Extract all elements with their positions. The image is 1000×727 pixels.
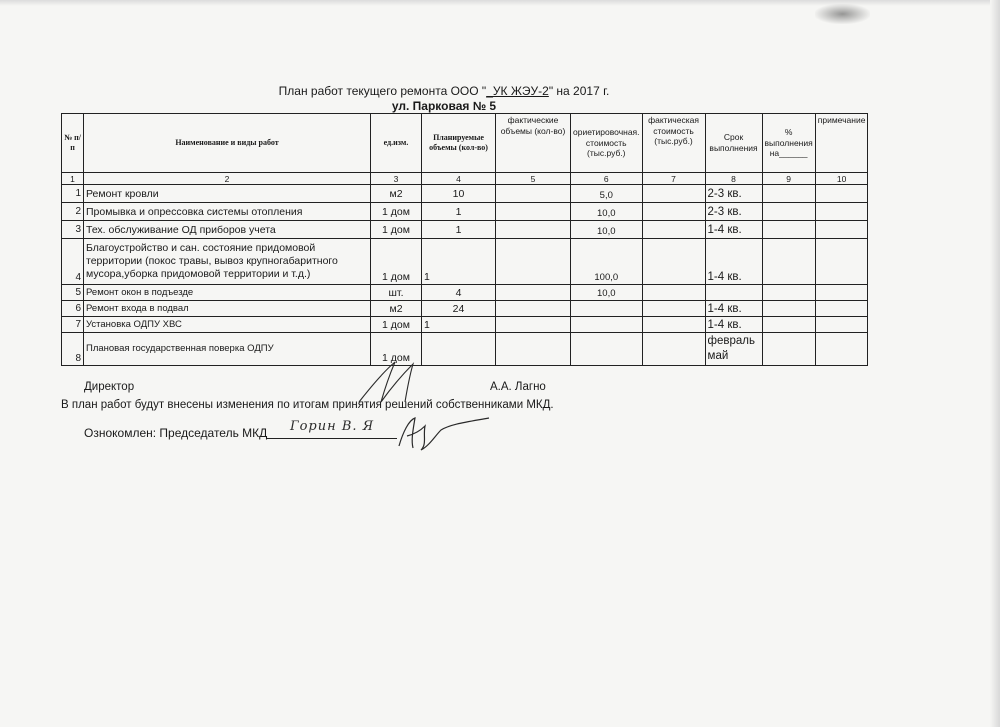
header-percent: % выполнения на______ bbox=[762, 114, 815, 173]
row-actual-cost bbox=[642, 317, 705, 333]
title-suffix: " на 2017 г. bbox=[548, 84, 610, 98]
header-actual-volume: фактические объемы (кол-во) bbox=[496, 114, 571, 173]
row-unit: 1 дом bbox=[371, 317, 422, 333]
header-actual-cost: фактическая стоимость (тыс.руб.) bbox=[642, 114, 705, 173]
row-percent bbox=[762, 185, 815, 203]
col-number: 10 bbox=[815, 173, 868, 185]
row-unit: м2 bbox=[371, 301, 422, 317]
row-percent bbox=[762, 285, 815, 301]
row-est-cost bbox=[571, 301, 643, 317]
row-planned: 1 bbox=[422, 221, 496, 239]
row-note bbox=[815, 301, 868, 317]
handwritten-name: Горин В. Я bbox=[290, 419, 375, 434]
col-number: 9 bbox=[762, 173, 815, 185]
work-plan-table bbox=[61, 113, 868, 366]
row-name: Плановая государственная поверка ОДПУ bbox=[84, 333, 371, 366]
row-note bbox=[815, 185, 868, 203]
row-name: Ремонт входа в подвал bbox=[84, 301, 371, 317]
header-deadline: Срок выполнения bbox=[705, 114, 762, 173]
table-header-row bbox=[62, 114, 868, 173]
table-row bbox=[62, 333, 868, 366]
row-note bbox=[815, 333, 868, 366]
row-unit: 1 дом bbox=[371, 221, 422, 239]
director-signature-icon bbox=[355, 358, 445, 408]
change-notice: В план работ будут внесены изменения по итогам принятия решений собственниками МКД. bbox=[61, 399, 554, 411]
row-actual-cost bbox=[642, 285, 705, 301]
row-percent bbox=[762, 239, 815, 285]
director-name: А.А. Лагно bbox=[490, 381, 546, 393]
row-unit: 1 дом bbox=[371, 203, 422, 221]
row-deadline: 1-4 кв. bbox=[705, 239, 762, 285]
header-note: примечание bbox=[815, 114, 868, 173]
director-label: Директор bbox=[84, 381, 135, 393]
row-actual-volume bbox=[496, 285, 571, 301]
scan-smudge bbox=[815, 4, 870, 24]
row-actual-cost bbox=[642, 301, 705, 317]
row-est-cost: 10,0 bbox=[571, 203, 643, 221]
table-row bbox=[62, 317, 868, 333]
header-unit: ед.изм. bbox=[371, 114, 422, 173]
row-num: 4 bbox=[62, 239, 84, 285]
table-row bbox=[62, 239, 868, 285]
row-planned: 10 bbox=[422, 185, 496, 203]
row-est-cost: 10,0 bbox=[571, 285, 643, 301]
col-number: 4 bbox=[422, 173, 496, 185]
row-name: Тех. обслуживание ОД приборов учета bbox=[84, 221, 371, 239]
row-actual-cost bbox=[642, 221, 705, 239]
acknowledgement-label: Ознокомлен: Председатель МКД bbox=[84, 426, 268, 440]
col-number: 1 bbox=[62, 173, 84, 185]
row-deadline bbox=[705, 285, 762, 301]
column-number-row bbox=[62, 173, 868, 185]
row-deadline: февраль май bbox=[705, 333, 762, 366]
row-note bbox=[815, 221, 868, 239]
row-num: 1 bbox=[62, 185, 84, 203]
row-deadline: 1-4 кв. bbox=[705, 301, 762, 317]
row-planned: 1 bbox=[422, 203, 496, 221]
row-est-cost bbox=[571, 317, 643, 333]
header-planned: Планируемые объемы (кол-во) bbox=[422, 114, 496, 173]
row-actual-cost bbox=[642, 239, 705, 285]
row-percent bbox=[762, 333, 815, 366]
chairman-signature-icon bbox=[393, 412, 493, 454]
table-row bbox=[62, 301, 868, 317]
document-title bbox=[0, 84, 894, 98]
row-percent bbox=[762, 317, 815, 333]
acknowledgement-line bbox=[267, 438, 397, 439]
row-actual-cost bbox=[642, 203, 705, 221]
table-row bbox=[62, 221, 868, 239]
row-est-cost: 100,0 bbox=[571, 239, 643, 285]
row-actual-volume bbox=[496, 333, 571, 366]
title-prefix: План работ текущего ремонта ООО " bbox=[278, 84, 487, 98]
row-note bbox=[815, 317, 868, 333]
row-actual-volume bbox=[496, 185, 571, 203]
row-actual-volume bbox=[496, 301, 571, 317]
row-actual-volume bbox=[496, 239, 571, 285]
header-num: № п/п bbox=[62, 114, 84, 173]
col-number: 5 bbox=[496, 173, 571, 185]
col-number: 6 bbox=[571, 173, 643, 185]
row-num: 3 bbox=[62, 221, 84, 239]
row-planned: 1 bbox=[422, 317, 496, 333]
row-deadline: 1-4 кв. bbox=[705, 221, 762, 239]
row-est-cost bbox=[571, 333, 643, 366]
document-subtitle: ул. Парковая № 5 bbox=[391, 99, 497, 113]
row-actual-volume bbox=[496, 221, 571, 239]
row-name: Ремонт кровли bbox=[84, 185, 371, 203]
table-row bbox=[62, 185, 868, 203]
scan-edge-right bbox=[990, 0, 1000, 727]
col-number: 3 bbox=[371, 173, 422, 185]
row-percent bbox=[762, 203, 815, 221]
row-num: 5 bbox=[62, 285, 84, 301]
row-num: 2 bbox=[62, 203, 84, 221]
row-name: Ремонт окон в подъезде bbox=[84, 285, 371, 301]
row-note bbox=[815, 285, 868, 301]
row-actual-volume bbox=[496, 317, 571, 333]
col-number: 2 bbox=[84, 173, 371, 185]
row-deadline: 2-3 кв. bbox=[705, 185, 762, 203]
row-est-cost: 10,0 bbox=[571, 221, 643, 239]
row-actual-cost bbox=[642, 333, 705, 366]
row-actual-cost bbox=[642, 185, 705, 203]
row-note bbox=[815, 239, 868, 285]
row-num: 7 bbox=[62, 317, 84, 333]
row-planned: 4 bbox=[422, 285, 496, 301]
row-unit: шт. bbox=[371, 285, 422, 301]
row-est-cost: 5,0 bbox=[571, 185, 643, 203]
header-estimated-cost: ориетировочная. стоимость (тыс.руб.) bbox=[571, 114, 643, 173]
row-note bbox=[815, 203, 868, 221]
row-name: Промывка и опрессовка системы отопления bbox=[84, 203, 371, 221]
row-planned: 1 bbox=[422, 239, 496, 285]
row-percent bbox=[762, 221, 815, 239]
row-actual-volume bbox=[496, 203, 571, 221]
row-planned: 24 bbox=[422, 301, 496, 317]
table-row bbox=[62, 285, 868, 301]
row-name: Благоустройство и сан. состояние придомовой территории (покос травы, вывоз крупногабаритного мусора,уборка придомовой территории и т.д.) bbox=[84, 239, 371, 285]
title-company: _УК ЖЭУ-2 bbox=[486, 84, 549, 98]
col-number: 8 bbox=[705, 173, 762, 185]
row-percent bbox=[762, 301, 815, 317]
row-num: 8 bbox=[62, 333, 84, 366]
row-deadline: 2-3 кв. bbox=[705, 203, 762, 221]
header-name: Наименование и виды работ bbox=[84, 114, 371, 173]
row-name: Установка ОДПУ ХВС bbox=[84, 317, 371, 333]
row-deadline: 1-4 кв. bbox=[705, 317, 762, 333]
col-number: 7 bbox=[642, 173, 705, 185]
row-unit: м2 bbox=[371, 185, 422, 203]
row-unit: 1 дом bbox=[371, 239, 422, 285]
row-unit: 1 дом bbox=[371, 333, 422, 366]
row-num: 6 bbox=[62, 301, 84, 317]
table-row bbox=[62, 203, 868, 221]
